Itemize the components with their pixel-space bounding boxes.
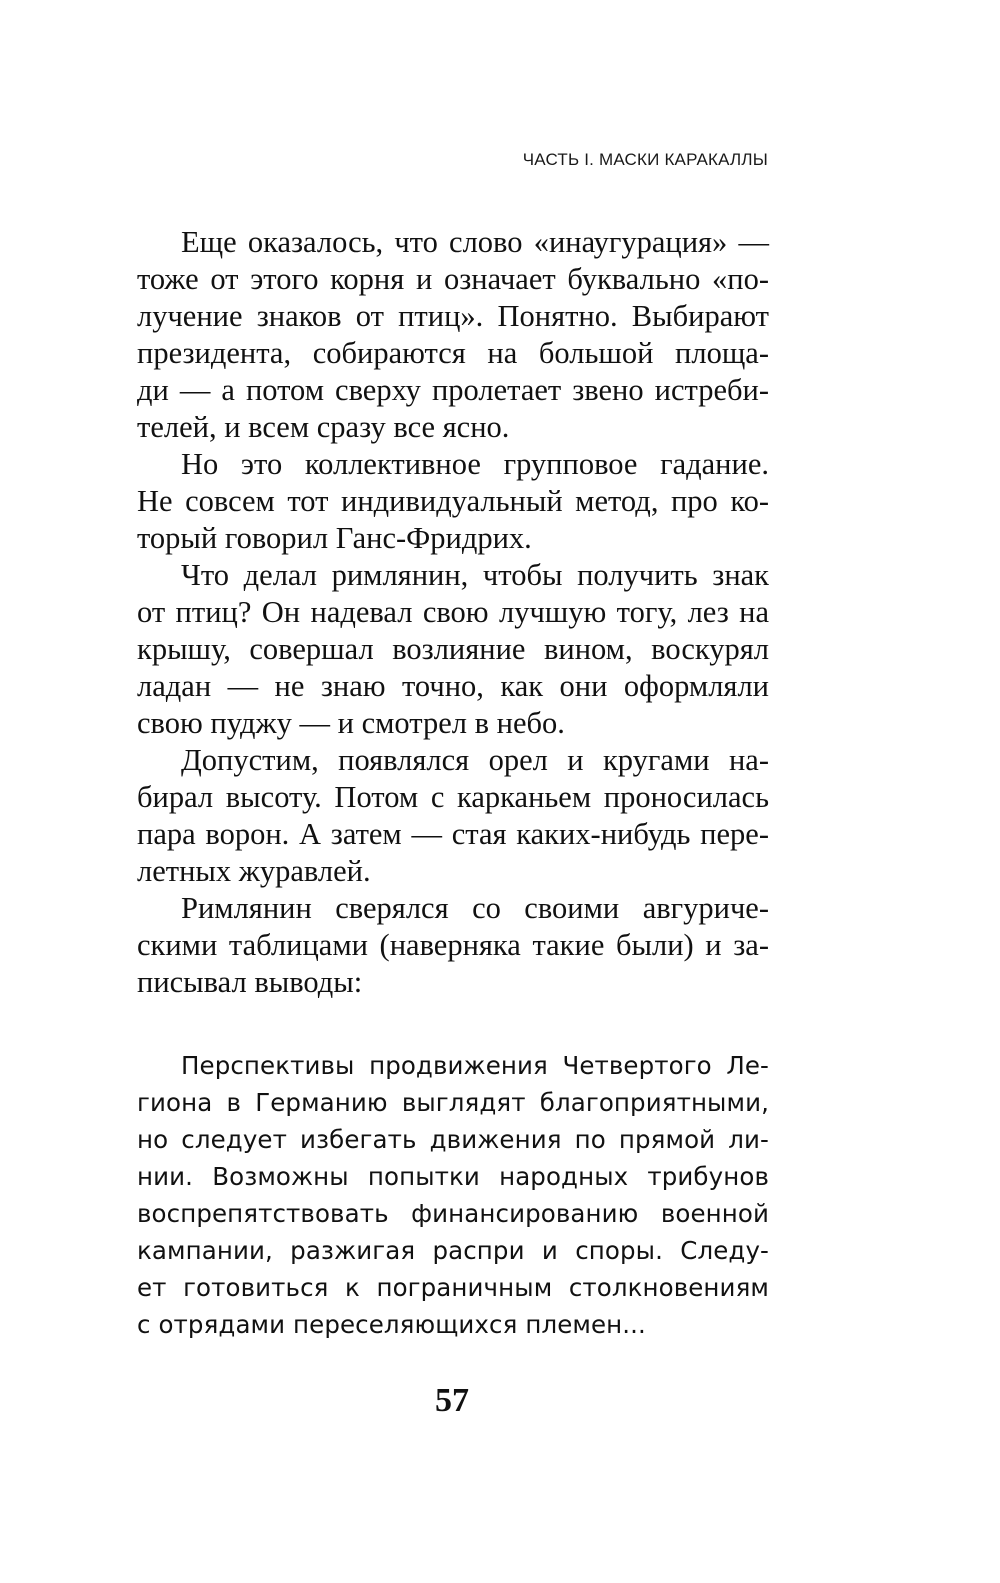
text-line: пара ворон. А затем — стая каких-нибудь пере-	[137, 817, 769, 851]
text-line: Но это коллективное групповое гадание.	[181, 447, 769, 481]
quote-line: ет готовиться к пограничным столкновениям	[137, 1273, 769, 1302]
text-line: ладан — не знаю точно, как они оформляли	[137, 669, 769, 703]
text-line: телей, и всем сразу все ясно.	[137, 410, 510, 444]
text-line: крышу, совершал возлияние вином, воскурял	[137, 632, 769, 666]
text-line: президента, собираются на большой площа-	[137, 336, 769, 370]
text-line: ди — а потом сверху пролетает звено истреби-	[137, 373, 769, 407]
quote-line: воспрепятствовать финансированию военной	[137, 1199, 769, 1228]
quote-line: нии. Возможны попытки народных трибунов	[137, 1162, 769, 1191]
text-line: Римлянин сверялся со своими авгуриче-	[181, 891, 769, 925]
running-head: ЧАСТЬ I. МАСКИ КАРАКАЛЛЫ	[522, 150, 768, 169]
text-line: от птиц? Он надевал свою лучшую тогу, лез на	[137, 595, 769, 629]
main-text	[137, 224, 769, 1001]
text-line: тоже от этого корня и означает буквально «по-	[137, 262, 769, 296]
text-line: бирал высоту. Потом с карканьем проносилась	[137, 780, 769, 814]
text-line: Допустим, появлялся орел и кругами на-	[181, 743, 769, 777]
text-line: Что делал римлянин, чтобы получить знак	[181, 558, 769, 592]
quote-line: кампании, разжигая распри и споры. Следу-	[137, 1236, 769, 1265]
text-line: писывал выводы:	[137, 965, 363, 999]
text-line: торый говорил Ганс-Фридрих.	[137, 521, 532, 555]
quote-line: гиона в Германию выглядят благоприятными,	[137, 1088, 769, 1117]
text-line: Еще оказалось, что слово «инаугурация» —	[181, 225, 769, 259]
text-line: свою пуджу — и смотрел в небо.	[137, 706, 565, 740]
text-line: летных журавлей.	[137, 854, 371, 888]
text-line: скими таблицами (наверняка такие были) и за-	[137, 928, 769, 962]
page-number: 57	[435, 1382, 469, 1419]
text-line: Не совсем тот индивидуальный метод, про ко-	[137, 484, 769, 518]
quote-line: Перспективы продвижения Четвертого Ле-	[181, 1051, 769, 1080]
quote-line: с отрядами переселяющихся племен...	[137, 1310, 646, 1339]
quoted-passage	[137, 1047, 769, 1343]
text-line: лучение знаков от птиц». Понятно. Выбирают	[137, 299, 769, 333]
quote-line: но следует избегать движения по прямой ли-	[137, 1125, 769, 1154]
